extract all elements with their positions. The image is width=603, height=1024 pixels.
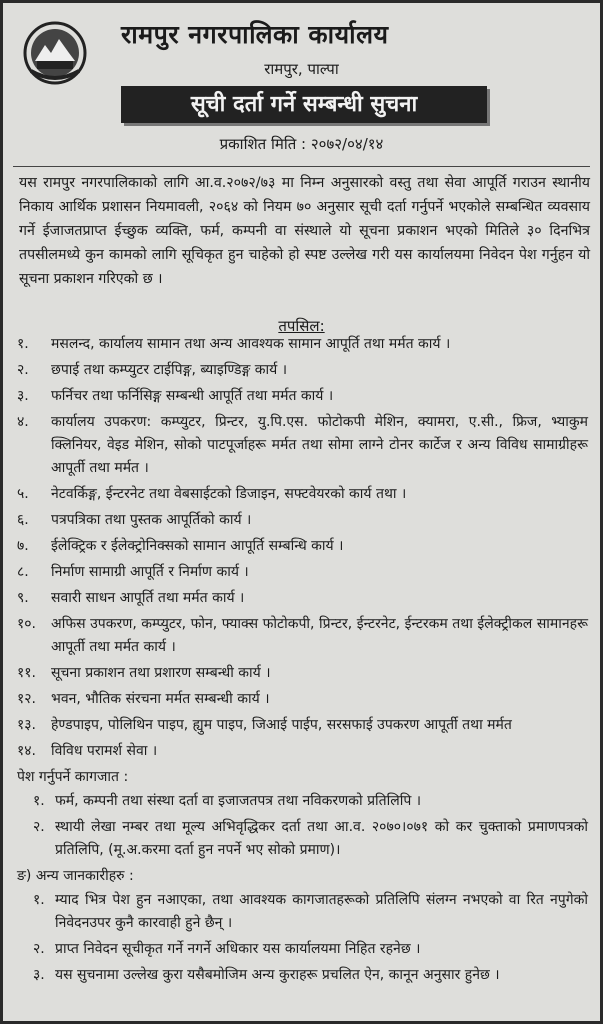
- tapsil-heading: तपसिल:: [278, 317, 325, 335]
- divider: [13, 166, 590, 167]
- list-item: २. प्राप्त निवेदन सूचीकृत गर्ने नगर्ने अधिकार यस कार्यालयमा निहित रहनेछ ।: [33, 941, 421, 957]
- published-date: प्रकाशित मिति : २०७२/०४/१४: [219, 135, 384, 153]
- list-item: ७. ईलेक्ट्रिक र ईलेक्ट्रोनिक्सको सामान आपूर्ति सम्बन्धि कार्य ।: [17, 538, 344, 554]
- list-item: १४. विविध परामर्श सेवा ।: [17, 743, 158, 759]
- list-item: ६. पत्रपत्रिका तथा पुस्तक आपूर्तिको कार्य ।: [17, 512, 252, 528]
- list-item: ३. यस सुचनामा उल्लेख कुरा यसैबमोजिम अन्य कुराहरू प्रचलित ऐन, कानून अनुसार हुनेछ ।: [33, 967, 500, 983]
- documents-heading: पेश गर्नुपर्ने कागजात :: [17, 769, 129, 785]
- notice-title-banner: सूची दर्ता गर्ने सम्बन्धी सुचना: [121, 86, 487, 123]
- list-item: १३. हेण्डपाइप, पोलिथिन पाइप, ह्युम पाइप, जिआई पाईप, सरसफाई उपकरण आपूर्ती तथा मर्मत: [17, 717, 512, 733]
- list-item: १. फर्म, कम्पनी तथा संस्था दर्ता वा इजाजतपत्र तथा नविकरणको प्रतिलिपि ।: [33, 793, 422, 809]
- intro-paragraph: यस रामपुर नगरपालिकाको लागि आ.व.२०७२/७३ मा निम्न अनुसारको वस्तु तथा सेवा आपूर्ति गराउन स्थानीय निकाय आर्थिक प्रशासन नियमावली, २०६४ को नियम ७० अनुसार सूची दर्ता गर्नुपर्ने भएकोले सम्बन्धित व्यवसाय गर्ने ईजाजतप्राप्त ईच्छुक व्यक्ति, फर्म, कम्पनी वा संस्थाले यो सूचना प्रकाशन भएको मितिले ३० दिनभित्र तपसीलमध्ये कुन कामको लागि सूचिकृत हुन चाहेको हो स्पष्ट उल्लेख गरी यस कार्यालयमा निवेदन पेश गर्नुहन यो सूचना प्रकाशन गरिएको छ ।: [19, 175, 590, 287]
- list-item: २. स्थायी लेखा नम्बर तथा मूल्य अभिवृद्धिकर दर्ता तथा आ.व. २०७०।०७१ को कर चुक्ताको प्रमाणपत्रको प्रतिलिपि, (मू.अ.करमा दर्ता हुन नपर्ने भए सोको प्रमाण)।: [33, 819, 588, 858]
- other-info-heading: ङ) अन्य जानकारीहरु :: [17, 868, 134, 884]
- office-name: रामपुर नगरपालिका कार्यालय: [121, 20, 389, 49]
- list-item: ४. कार्यालय उपकरण: कम्प्युटर, प्रिन्टर, यु.पि.एस. फोटोकपी मेशिन, क्यामरा, ए.सी., फ्रिज, भ्याकुम क्लिनियर, वेइड मेशिन, सोको पाटपूर्जाहरू मर्मत तथा सोमा लाग्ने टोनर कार्टेज र अन्य विविध सामाग्रीहरू आपूर्ती तथा मर्मत ।: [17, 414, 588, 476]
- list-item: १२. भवन, भौतिक संरचना मर्मत सम्बन्धी कार्य ।: [17, 691, 270, 707]
- list-item: २. छपाई तथा कम्प्युटर टाईपिङ्ग, ब्याइण्डिङ्ग कार्य ।: [17, 362, 288, 378]
- list-item: १. म्याद भित्र पेश हुन नआएका, तथा आवश्यक कागजातहरूको प्रतिलिपि संलग्न नभएको वा रित नपुगेको निवेदनउपर कुनै कारवाही हुने छैन् ।: [33, 892, 588, 931]
- list-item: ११. सूचना प्रकाशन तथा प्रशारण सम्बन्धी कार्य ।: [17, 665, 271, 681]
- office-address: रामपुर, पाल्पा: [264, 60, 339, 78]
- list-item: १. मसलन्द, कार्यालय सामान तथा अन्य आवश्यक सामान आपूर्ति तथा मर्मत कार्य ।: [17, 336, 451, 352]
- notice-list: [17, 333, 588, 990]
- list-item: ५. नेटवर्किङ्ग, ईन्टरनेट तथा वेबसाईटको डिजाइन, सफ्टवेयरको कार्य तथा ।: [17, 486, 407, 502]
- list-item: ९. सवारी साधन आपूर्ति तथा मर्मत कार्य ।: [17, 590, 245, 606]
- list-item: ३. फर्निचर तथा फर्निसिङ्ग सम्बन्धी आपूर्ति तथा मर्मत कार्य ।: [17, 388, 334, 404]
- list-item: १०. अफिस उपकरण, कम्प्युटर, फोन, फ्याक्स फोटोकपी, प्रिन्टर, ईन्टरनेट, ईन्टरकम तथा ईलेक्ट्रीकल सामानहरू आपूर्ती तथा मर्मत कार्य ।: [17, 616, 588, 655]
- list-item: ८. निर्माण सामाग्री आपूर्ति र निर्माण कार्य ।: [17, 564, 249, 580]
